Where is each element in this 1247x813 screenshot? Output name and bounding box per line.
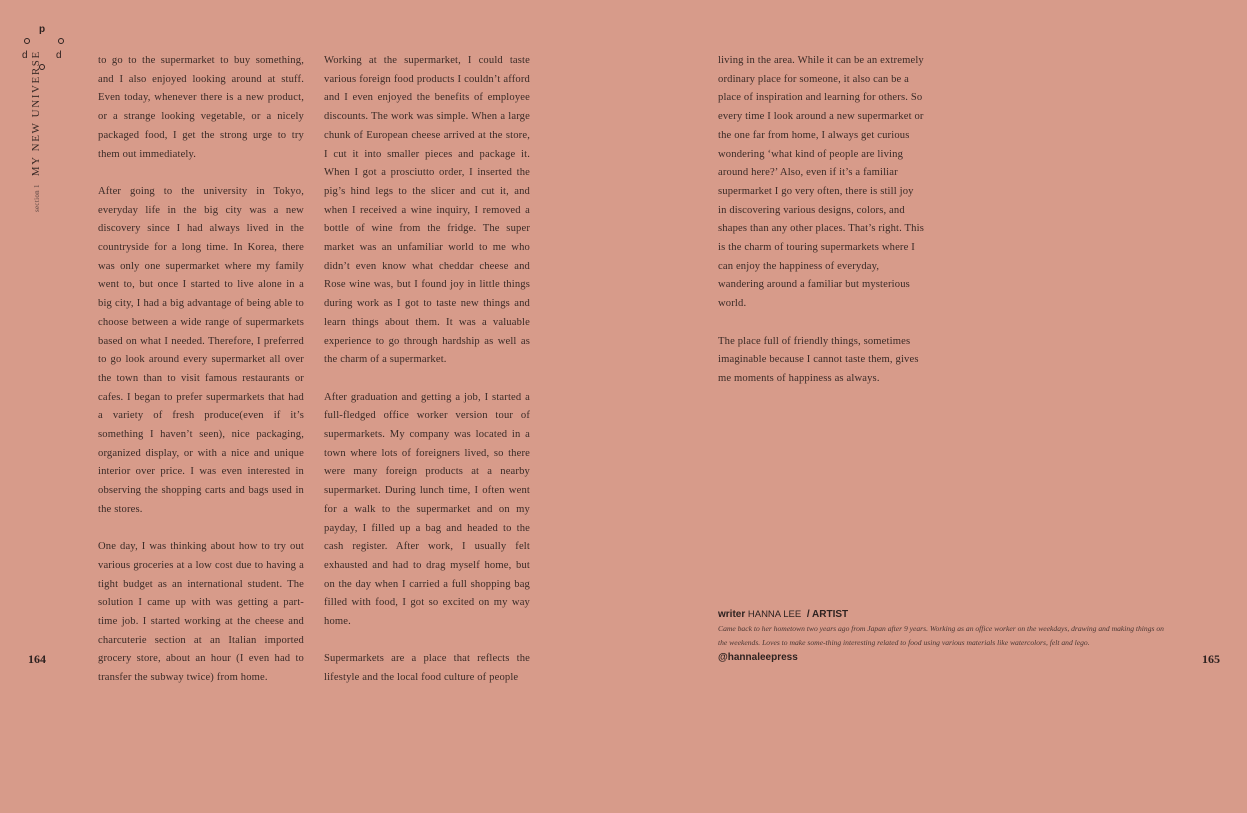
text-column-1 bbox=[98, 52, 304, 707]
logo-letter: d bbox=[56, 50, 62, 61]
paragraph: Working at the supermarket, I could taste various foreign food products I couldn’t afford and I even enjoyed the benefits of employee discounts. The work was simple. When a large chunk of European cheese arrived at the store, I cut it into smaller pieces and package it. When I got a prosciutto order, I inserted the pig’s hind legs to the slicer and cut it, and when I received a wine inquiry, I removed a bottle of wine from the fridge. The super market was an unfamiliar world to me who didn’t even know what cheddar cheese and Rose wine was, but I found joy in little things during work as I got to taste new things and learn things about them. It was a valuable experience to go through hardship as well as the charm of a supermarket. bbox=[324, 55, 530, 366]
writer-role: / ARTIST bbox=[806, 609, 849, 620]
logo-dot bbox=[58, 38, 64, 44]
text-column-2 bbox=[324, 52, 530, 707]
writer-name: HANNA LEE bbox=[747, 609, 802, 620]
paragraph: Supermarkets are a place that reflects the lifestyle and the local food culture of people bbox=[324, 653, 530, 684]
section-title: MY NEW UNIVERSE bbox=[30, 50, 42, 177]
writer-label: writer bbox=[718, 609, 746, 620]
writer-bio-text: Came back to her hometown two years ago from Japan after 9 years. Working as an office worker on the weekdays, drawing and making things on the weekends. Loves to make some-thing interesting related to food using various materials like watercolors, felt and lego. bbox=[718, 624, 1164, 648]
paragraph: living in the area. While it can be an extremely ordinary place for someone, it also can be a place of inspiration and learning for others. So every time I look around a new supermarket or the one far from home, I always get curious wondering ‘what kind of people are living around here?’ Also, even if it’s a familiar supermarket I go very often, there is still joy in discovering various designs, colors, and shapes than any other places. That’s right. This is the charm of touring supermarkets where I can enjoy the happiness of everyday, wandering around a familiar but mysterious world. bbox=[718, 55, 924, 310]
page-number-left: 164 bbox=[28, 652, 46, 666]
writer-handle: @hannaleepress bbox=[718, 651, 798, 663]
paragraph: The place full of friendly things, sometimes imaginable because I cannot taste them, gives me moments of happiness as always. bbox=[718, 335, 919, 384]
section-label bbox=[26, 50, 56, 222]
text-column-3 bbox=[718, 52, 924, 407]
paragraph: One day, I was thinking about how to try out various groceries at a low cost due to having a tight budget as an international student. The solution I came up with was getting a part-time job. I started working at the cheese and charcuterie section at an Italian imported grocery store, about an hour (I even had to transfer the subway twice) from home. bbox=[98, 541, 304, 684]
paragraph: After going to the university in Tokyo, everyday life in the big city was a new discovery since I had always lived in the countryside for a long time. In Korea, there was only one supermarket where my family went to, but once I started to live alone in a big city, I had a big advantage of being able to choose between a wide range of supermarkets based on what I needed. Therefore, I preferred to go look around every supermarket all over the town than to visit famous restaurants or cafes. I began to prefer supermarkets that had a variety of fresh produce(even if it’s something I haven’t seen), nice packaging, organized display, or with a nice and unique interior over price. I was even interested in observing the shopping carts and bags used in the stores. bbox=[98, 185, 304, 515]
logo-letter: p bbox=[39, 24, 46, 35]
publisher-logo bbox=[20, 24, 68, 72]
writer-line bbox=[718, 609, 1168, 620]
writer-bio bbox=[718, 622, 1168, 665]
logo-dot bbox=[24, 38, 30, 44]
section-number: section 1 bbox=[33, 184, 41, 212]
paragraph: After graduation and getting a job, I started a full-fledged office worker version tour of supermarkets. My company was located in a town where lots of foreigners lived, so there were many foreign products at a nearby supermarket. During lunch time, I often went for a walk to the supermarket and on my payday, I filled up a bag and headed to the cash register. After work, I usually felt exhausted and had to drag myself home, but on the day when I carried a full shopping bag filled with food, I got so excited on my way home. bbox=[324, 391, 530, 628]
logo-letter: d bbox=[22, 50, 28, 61]
paragraph: to go to the supermarket to buy something, and I also enjoyed looking around at stuff. Even today, whenever there is a new product, or a strange looking vegetable, or a nicely packaged food, I get the strong urge to try them out immediately. bbox=[98, 55, 304, 160]
page-number-right: 165 bbox=[1202, 652, 1220, 666]
writer-credit bbox=[718, 609, 1168, 665]
